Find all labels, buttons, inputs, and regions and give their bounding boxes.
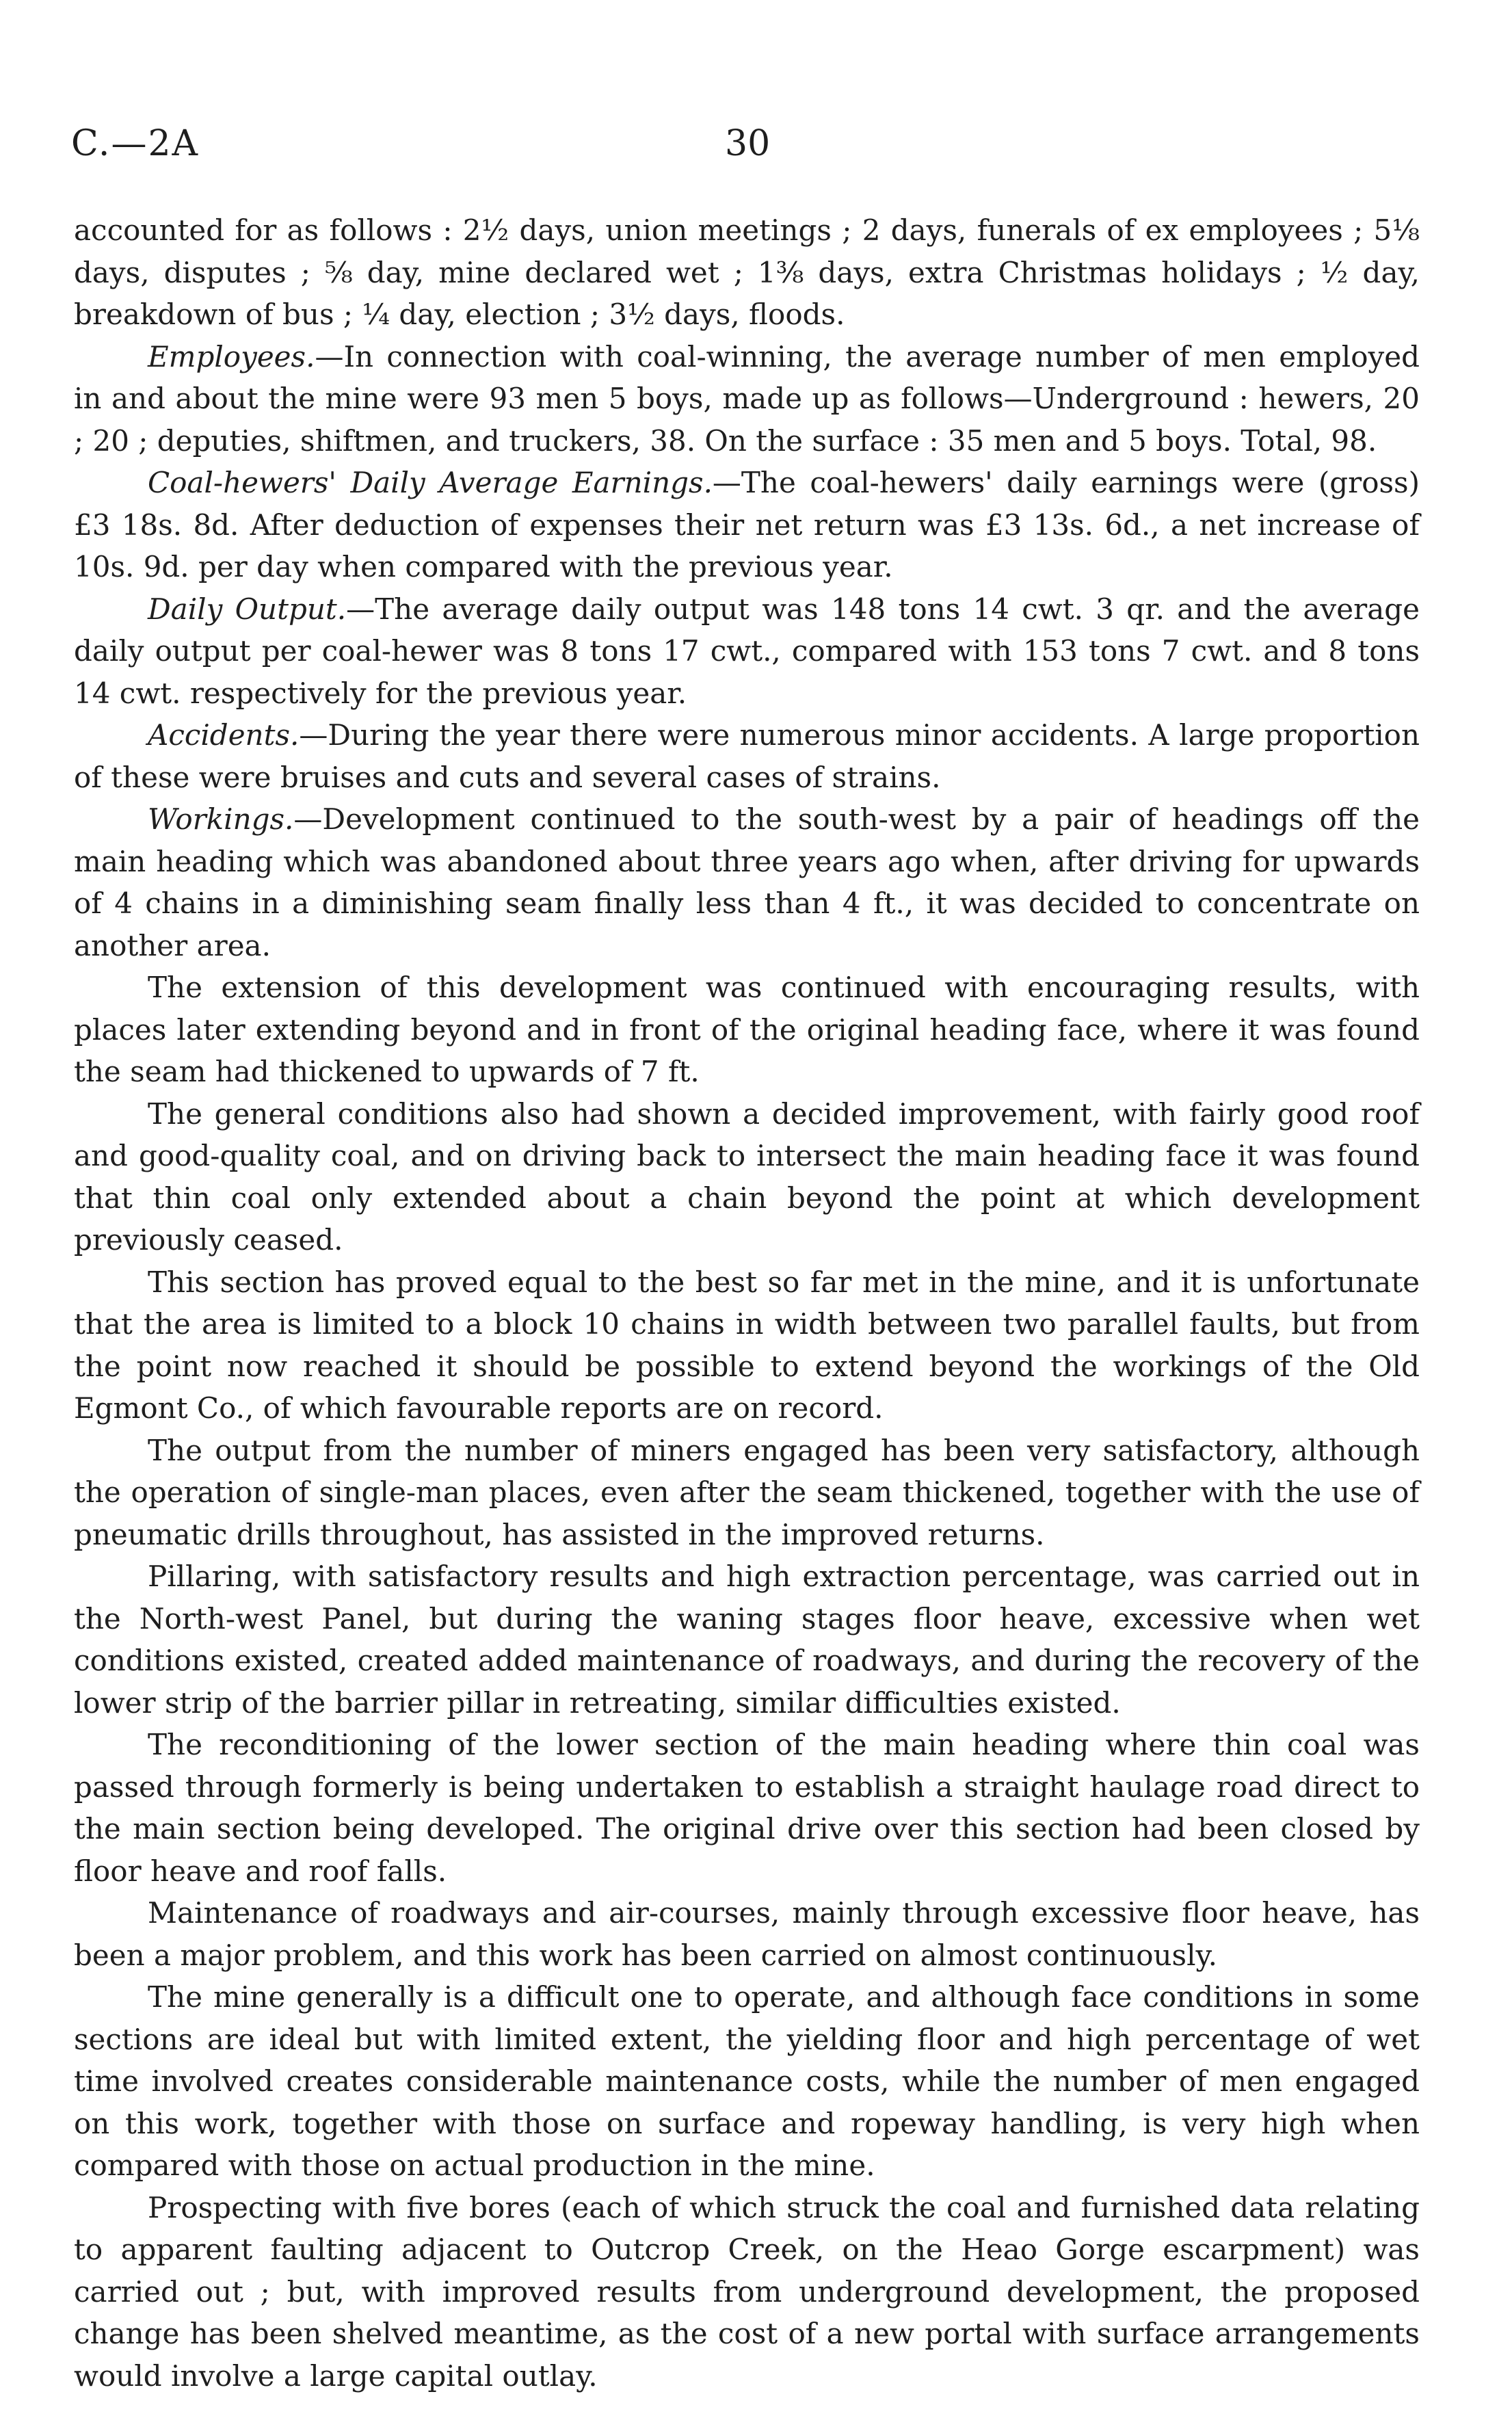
page-number: 30 [725, 123, 771, 164]
paragraph-mine-difficulty: The mine generally is a difficult one to operate, and although face conditions in some sections are ideal but with limited extent, the yielding floor and high percentage of wet time involved creates considerable maintenance costs, while the number of men engaged on this work, together with those on surface and ropeway handling, is very high when compared with those on actual production in the mine. [74, 1980, 1420, 2182]
heading-daily-output: Daily Output. [148, 592, 347, 626]
document-id: C.—2A [71, 123, 200, 164]
body-text [74, 209, 1420, 2397]
paragraph-daily-output: Daily Output.—The average daily output was 148 tons 14 cwt. 3 qr. and the average daily output per coal-hewer was 8 tons 17 cwt., compared with 153 tons 7 cwt. and 8 tons 14 cwt. respectively for the previous year. [74, 592, 1420, 710]
paragraph-employees: Employees.—In connection with coal-winning, the average number of men employed in and about the mine were 93 men 5 boys, made up as follows—Underground : hewers, 20 ; 20 ; deputies, shiftmen, and truckers, 38. On the surface : 35 men and 5 boys. Total, 98. [74, 339, 1420, 458]
paragraph-reconditioning: The reconditioning of the lower section of the main heading where thin coal was passed through formerly is being undertaken to establish a straight haulage road direct to the main section being developed. The original drive over this section had been closed by floor heave and roof falls. [74, 1728, 1420, 1888]
heading-accidents: Accidents. [148, 718, 300, 752]
paragraph-workings: Workings.—Development continued to the south-west by a pair of headings off the main heading which was abandoned about three years ago when, after driving for upwards of 4 chains in a diminishing seam finally less than 4 ft., it was decided to concentrate on another area. [74, 802, 1420, 962]
heading-earnings: Coal-hewers' Daily Average Earnings. [148, 466, 713, 499]
paragraph-accidents: Accidents.—During the year there were numerous minor accidents. A large proportion of these were bruises and cuts and several cases of strains. [74, 718, 1420, 794]
heading-employees: Employees. [148, 339, 315, 373]
paragraph-extension: The extension of this development was continued with encouraging results, with places later extending beyond and in front of the original heading face, where it was found the seam had thickened to upwards of 7 ft. [74, 971, 1420, 1088]
paragraph-general-conditions: The general conditions also had shown a decided improvement, with fairly good roof and good-quality coal, and on driving back to intersect the main heading face it was found that thin coal only extended about a chain beyond the point at which development previously ceased. [74, 1096, 1420, 1257]
paragraph-prospecting: Prospecting with five bores (each of which struck the coal and furnished data relating to apparent faulting adjacent to Outcrop Creek, on the Heao Gorge escarpment) was carried out ; but, with improved results from underground development, the proposed change has been shelved meantime, as the cost of a new portal with surface arrangements would involve a large capital outlay. [74, 2190, 1420, 2393]
paragraph-output-miners: The output from the number of miners engaged has been very satisfactory, although the operation of single-man places, even after the seam thickened, together with the use of pneumatic drills throughout, has assisted in the improved returns. [74, 1433, 1420, 1551]
heading-workings: Workings. [148, 802, 294, 836]
paragraph-maintenance: Maintenance of roadways and air-courses, mainly through excessive floor heave, has been a major problem, and this work has been carried on almost continuously. [74, 1896, 1420, 1972]
paragraph-absence-breakdown: accounted for as follows : 2½ days, union meetings ; 2 days, funerals of ex employees ; 5⅛ days, disputes ; ⅝ day, mine declared wet ; 1⅜ days, extra Christmas holidays ; ½ day, breakdown of bus ; ¼ day, election ; 3½ days, floods. [74, 213, 1420, 331]
paragraph-section-proved: This section has proved equal to the best so far met in the mine, and it is unfortunate that the area is limited to a block 10 chains in width between two parallel faults, but from the point now reached it should be possible to extend beyond the workings of the Old Egmont Co., of which favourable reports are on record. [74, 1265, 1420, 1425]
paragraph-earnings: Coal-hewers' Daily Average Earnings.—The coal-hewers' daily earnings were (gross) £3 18s. 8d. After deduction of expenses their net return was £3 13s. 6d., a net increase of 10s. 9d. per day when compared with the previous year. [74, 466, 1420, 583]
page-header [0, 123, 1512, 171]
paragraph-pillaring: Pillaring, with satisfactory results and high extraction percentage, was carried out in the North-west Panel, but during the waning stages floor heave, excessive when wet conditions existed, created added maintenance of roadways, and during the recovery of the lower strip of the barrier pillar in retreating, similar difficulties existed. [74, 1560, 1420, 1720]
